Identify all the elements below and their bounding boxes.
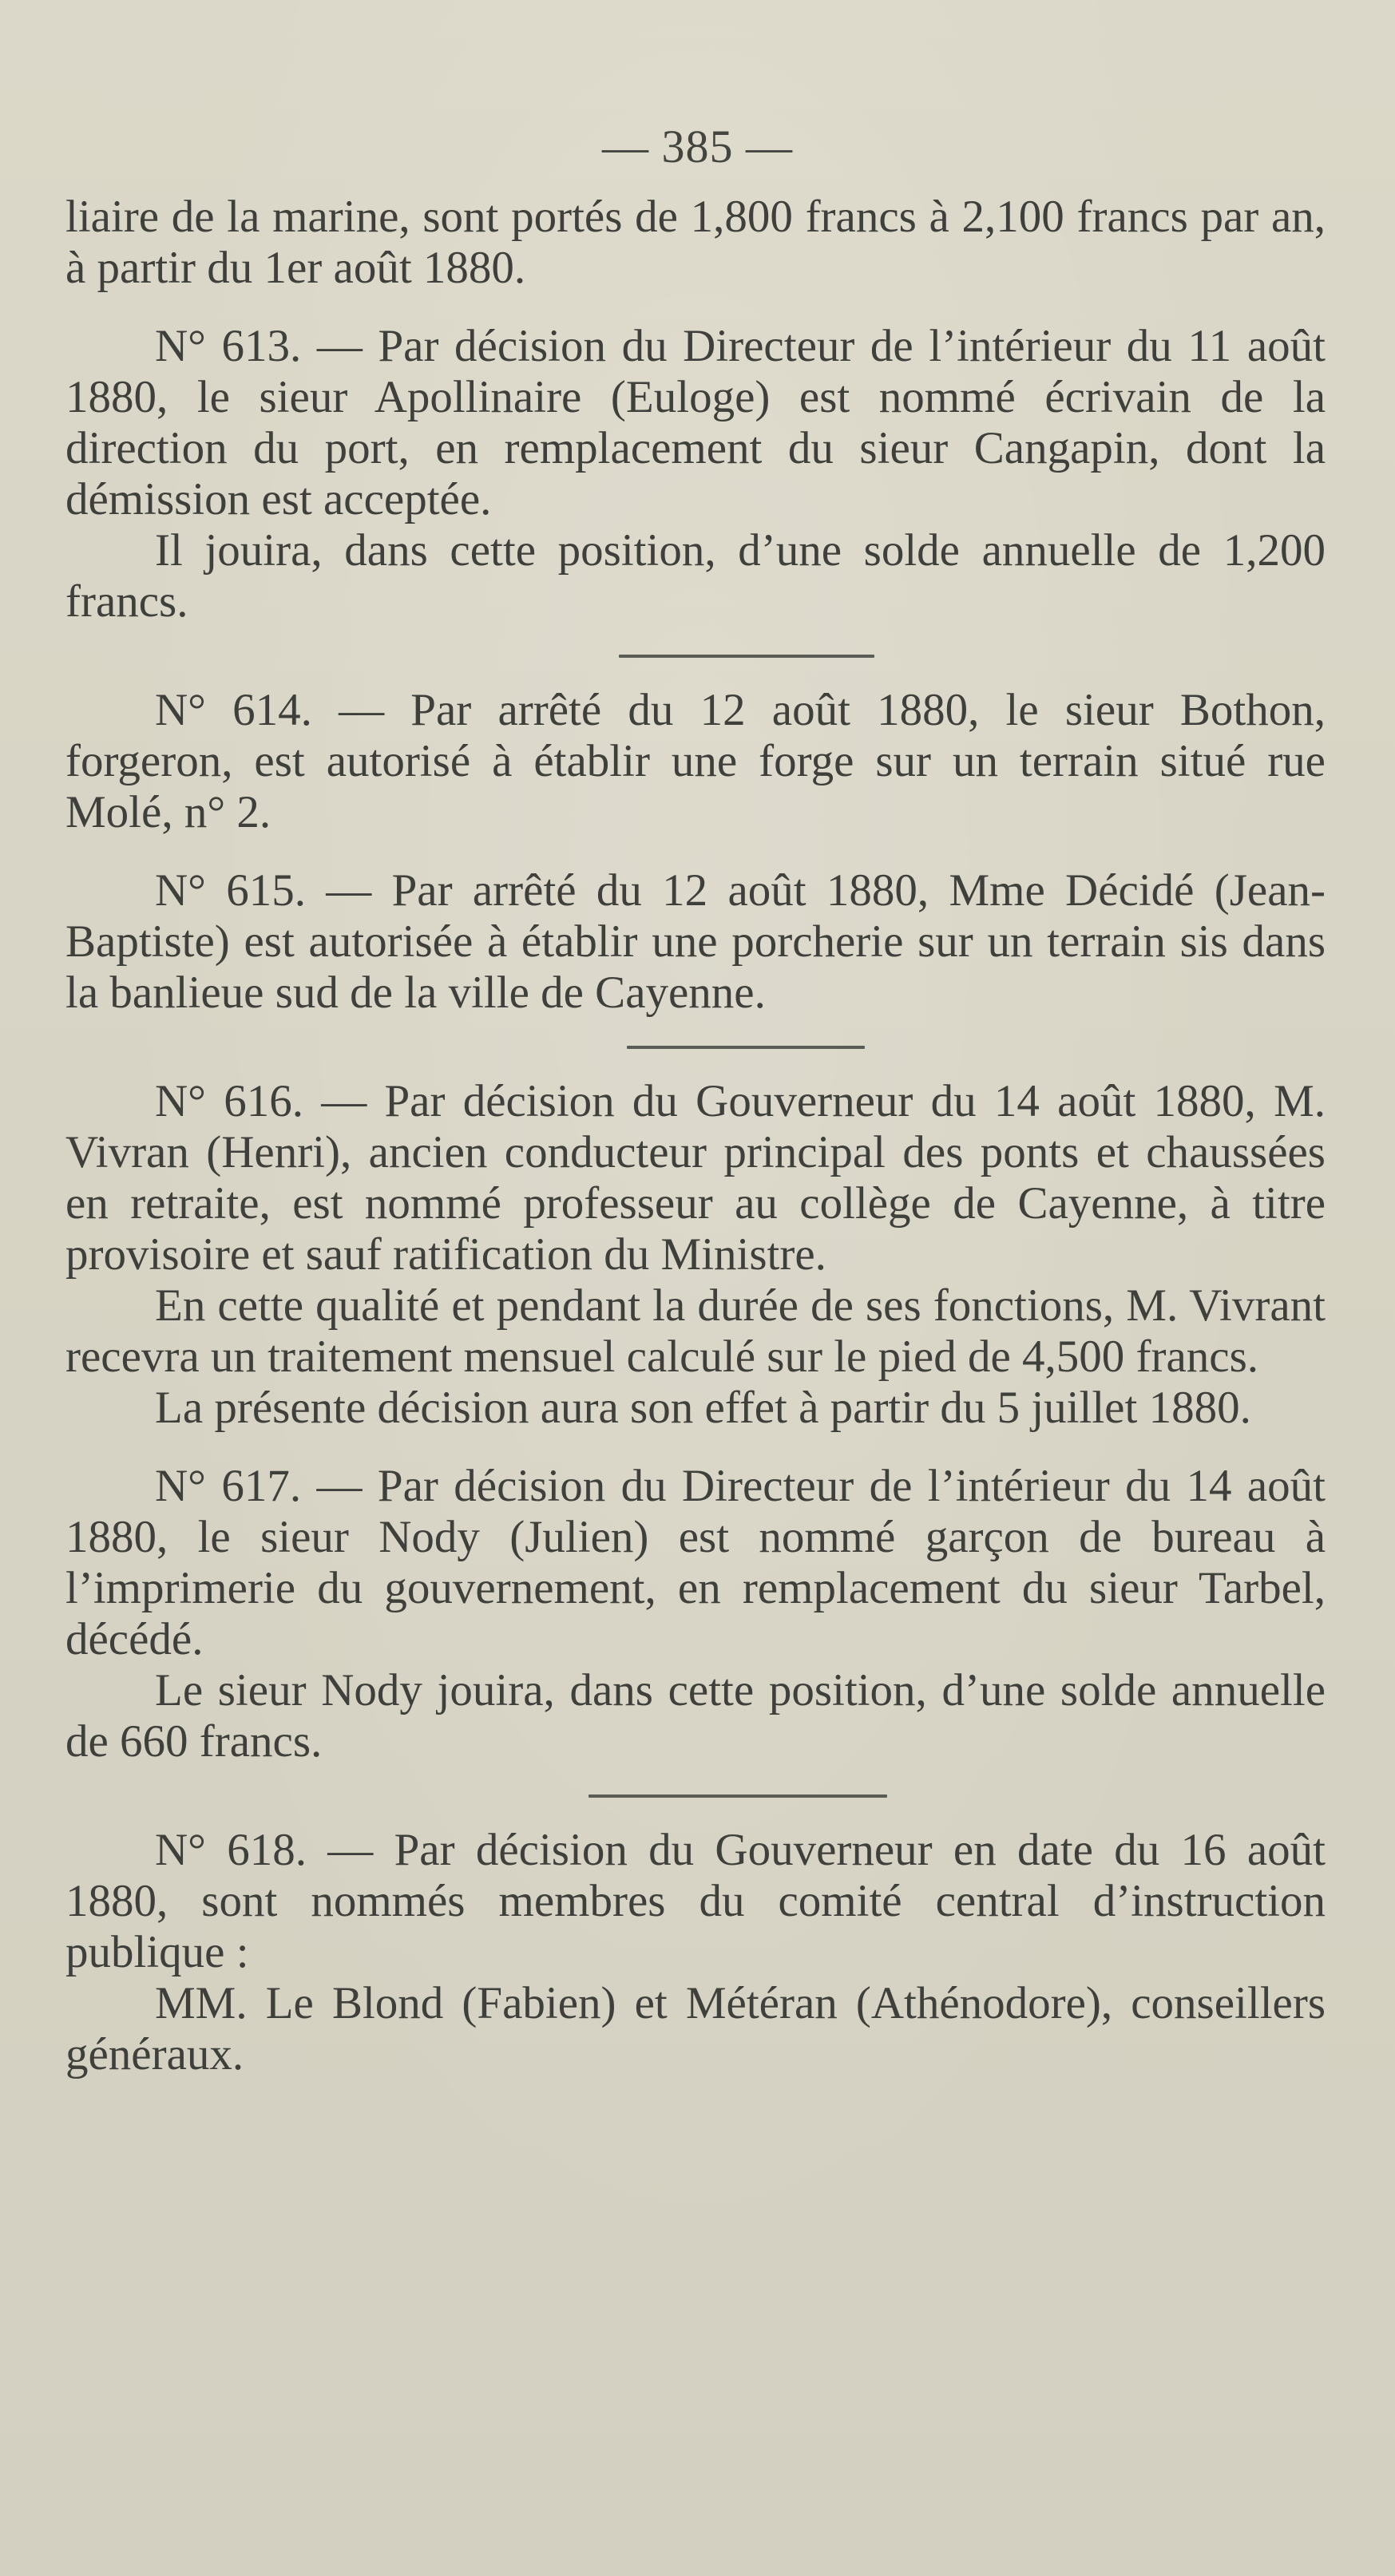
entry-616	[65, 1076, 1326, 1434]
separator-rule	[589, 1794, 887, 1798]
paragraph: Il jouira, dans cette position, d’une solde annuelle de 1,200 francs.	[65, 525, 1326, 627]
paragraph: La présente décision aura son effet à partir du 5 juillet 1880.	[155, 1383, 1251, 1433]
entry-614	[65, 685, 1326, 838]
paragraph: MM. Le Blond (Fabien) et Météran (Athénodore), conseillers généraux.	[65, 1978, 1326, 2079]
paragraph: En cette qualité et pendant la durée de ses fonctions, M. Vivrant recevra un traitement mensuel calculé sur le pied de 4,500 francs.	[65, 1280, 1326, 1382]
page-content	[65, 192, 1326, 2080]
paragraph: N° 618. — Par décision du Gouverneur en date du 16 août 1880, sont nommés membres du comité central d’instruction publique :	[65, 1825, 1326, 1977]
paragraph: N° 614. — Par arrêté du 12 août 1880, le sieur Bothon, forgeron, est autorisé à établir une forge sur un terrain situé rue Molé, n° 2.	[65, 685, 1326, 837]
paragraph: N° 617. — Par décision du Directeur de l’intérieur du 14 août 1880, le sieur Nody (Julien) est nommé garçon de bureau à l’imprimerie du gouvernement, en remplacement du sieur Tarbel, décédé.	[65, 1461, 1326, 1664]
entry-617	[65, 1461, 1326, 1767]
page-number: — 385 —	[602, 121, 793, 172]
separator-rule	[619, 655, 874, 658]
paragraph: N° 615. — Par arrêté du 12 août 1880, Mme Décidé (Jean-Baptiste) est autorisée à établir une porcherie sur un terrain sis dans la banlieue sud de la ville de Cayenne.	[65, 865, 1326, 1018]
paragraph: N° 613. — Par décision du Directeur de l’intérieur du 11 août 1880, le sieur Apollinaire (Euloge) est nommé écrivain de la direction du port, en remplacement du sieur Cangapin, dont la démission est acceptée.	[65, 321, 1326, 524]
paragraph: Le sieur Nody jouira, dans cette position, d’une solde annuelle de 660 francs.	[65, 1665, 1326, 1767]
entry-615	[65, 865, 1326, 1019]
paragraph: liaire de la marine, sont portés de 1,800 francs à 2,100 francs par an, à partir du 1er août 1880.	[65, 192, 1326, 293]
paragraph: N° 616. — Par décision du Gouverneur du 14 août 1880, M. Vivran (Henri), ancien conducteur principal des ponts et chaussées en retraite, est nommé professeur au collège de Cayenne, à titre provisoire et sauf ratification du Ministre.	[65, 1076, 1326, 1280]
entry-613	[65, 321, 1326, 627]
separator-rule	[627, 1046, 865, 1049]
entry-continuation	[65, 192, 1326, 294]
entry-618	[65, 1825, 1326, 2080]
